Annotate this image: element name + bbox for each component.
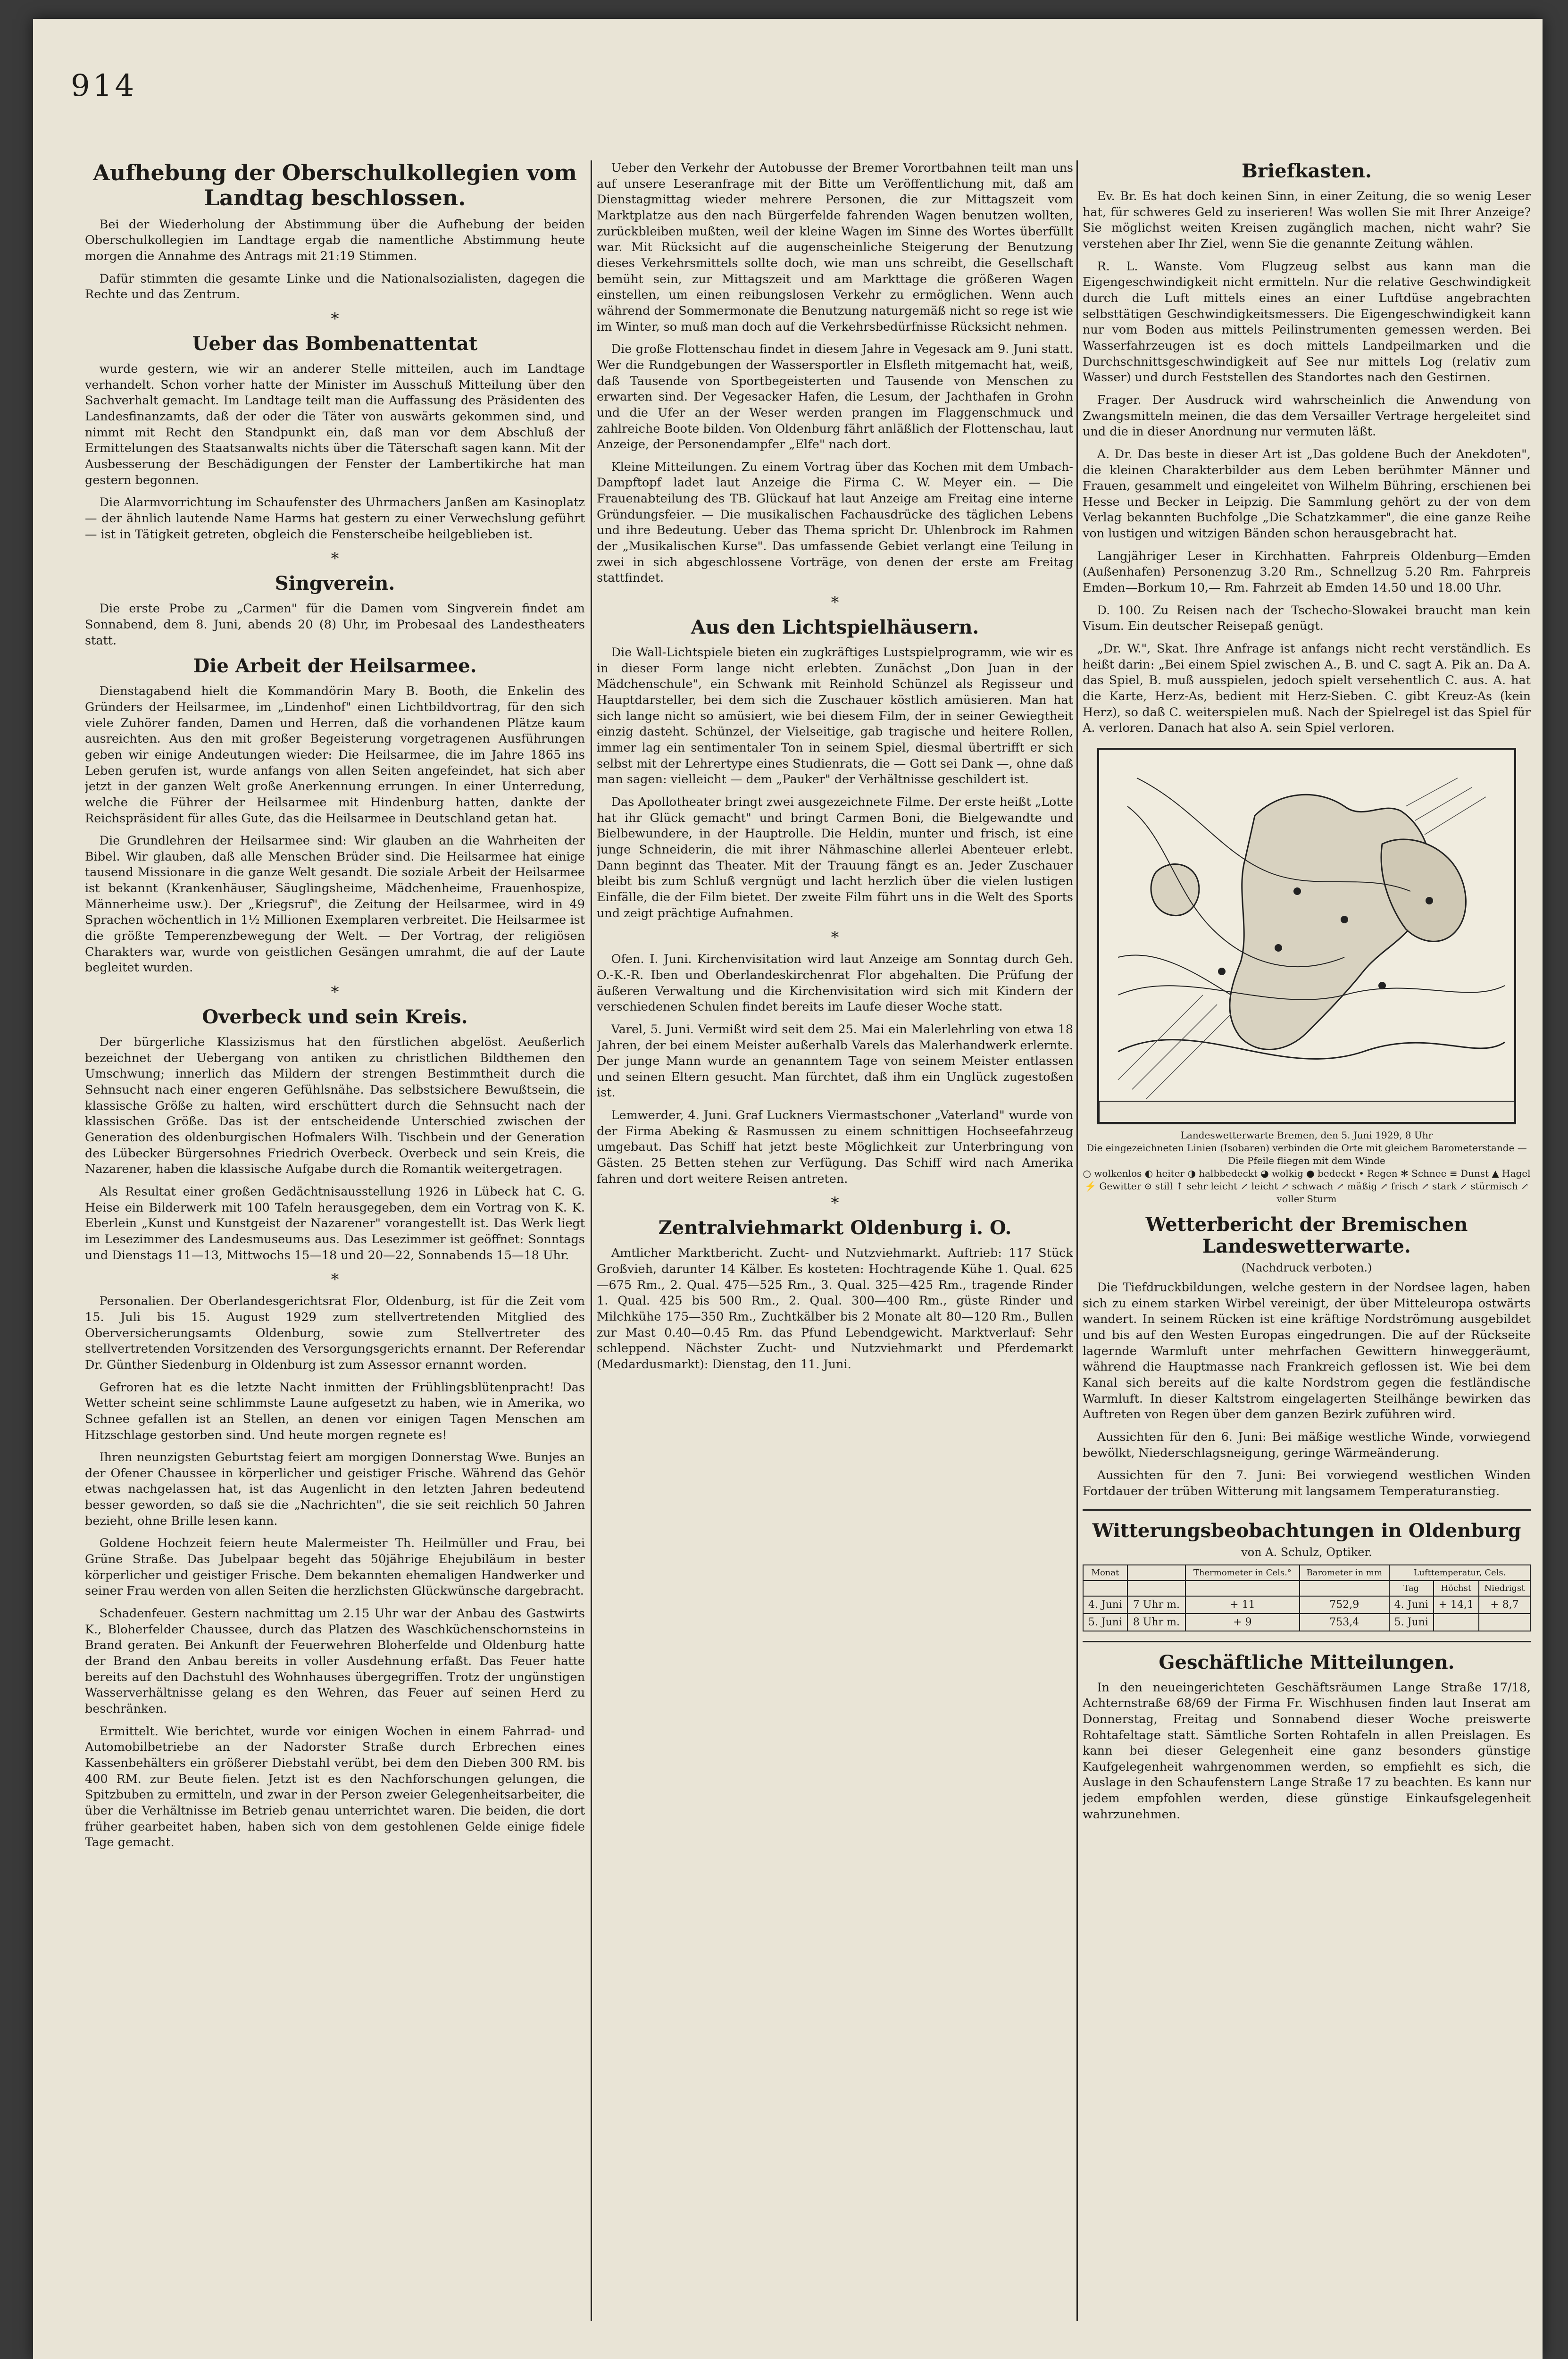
headline-witterungsbeobachtungen: Witterungsbeobachtungen in Oldenburg — [1092, 1519, 1521, 1542]
news-item: Lemwerder, 4. Juni. Graf Luckners Viermastschoner „Vaterland" wurde von der Firma Abeking & Rasmussen zu einem schnittigen Hochseefahrzeug umgebaut. Das Schiff hat jetzt beste Möglichkeit zur Unterbringung von Gästen. 25 Betten stehen zur Verfügung. Das Schiff wird nach Amerika fahren und dort weitere Reisen antreten. — [597, 1108, 1073, 1186]
news-item: Ueber den Verkehr der Autobusse der Bremer Vorortbahnen teilt man uns auf unsere Leseranfrage mit der Bitte um Veröffentlichung mit, daß am Dienstagmittag wieder mehrere Personen, die zur Mittagszeit vom Marktplatze aus den nach Bürgerfelde fahrenden Wagen benutzen wollten, zurückbleiben mußten, weil der kleine Wagen im Sinne des Wortes überfüllt war. Mit Rücksicht auf die augenscheinliche Steigerung der Benutzung dieses Verkehrsmittels sollte doch, wie man uns schreibt, die Gesellschaft bemüht sein, zur Mittagszeit und am Markttage die größeren Wagen einstellen, um einen reibungslosen Verkehr zu ermöglichen. Wenn auch während der Sommermonate die Benutzung naturgemäß nicht so rege ist wie im Winter, so muß man doch auf die Verkehrsbedürfnisse Rücksicht nehmen. — [597, 161, 1073, 334]
article-paragraph: Die Alarmvorrichtung im Schaufenster des Uhrmachers Janßen am Kasinoplatz — der ähnlich lautende Name Harms hat gestern zu einer Verwechslung geführt — ist in Tätigkeit getreten, obgleich die Fensterscheibe heilgeblieben ist. — [85, 495, 585, 542]
map-legend-line: Die eingezeichneten Linien (Isobaren) verbinden die Orte mit gleichem Barometerstande — Die Pfeile fliegen mit dem Winde — [1086, 1142, 1527, 1166]
map-caption: Landeswetterwarte Bremen, den 5. Juni 1929, 8 Uhr — [1180, 1129, 1433, 1141]
article-paragraph: Die Tiefdruckbildungen, welche gestern in der Nordsee lagen, haben sich zu einem starken Wirbel vereinigt, der über Mitteleuropa ostwärts wandert. In seinem Rücken ist eine kräftige Nordströmung ausgebildet und bis auf den Westen Europas eingedrungen. Die auf der Rückseite lagernde Warmluft unter mehrfachen Gewittern hinweggeräumt, während die Hauptmasse nach Frankreich geflossen ist. Wie bei dem Kanal sich bereits auf die kalte Nordstrom gegen die festländische Warmluft. In dieser Kaltstrom eingelagerten Steilhänge bewirken das Auftreten von Regen über dem ganzen Bezirk zuführen wird. — [1083, 1280, 1531, 1422]
subheadline: (Nachdruck verboten.) — [1241, 1261, 1372, 1274]
column-right — [1083, 160, 1531, 2331]
headline-briefkasten: Briefkasten. — [1242, 160, 1372, 182]
separator-star: * — [331, 310, 339, 329]
column-rule — [1076, 160, 1078, 2321]
letter-answer: Ev. Br. Es hat doch keinen Sinn, in einer Zeitung, die so wenig Leser hat, für schweres Geld zu inserieren! Was wollen Sie mit Ihrer Anzeige? Sie möglichst weiten Kreisen zugänglich machen, nicht wahr? Sie verstehen aber Ihr Ziel, wenn Sie die genannte Zeitung wählen. — [1083, 189, 1531, 251]
table-row: 4. Juni 7 Uhr m. + 11 752,9 4. Juni + 14,1 + 8,7 — [1083, 1596, 1530, 1614]
column-middle — [597, 160, 1073, 2331]
table-row: 5. Juni 8 Uhr m. + 9 753,4 5. Juni — [1083, 1614, 1530, 1631]
table-header: Monat — [1083, 1565, 1127, 1581]
horizontal-rule — [1083, 1641, 1531, 1642]
observations-table — [1083, 1564, 1531, 1631]
letter-answer: R. L. Wanste. Vom Flugzeug selbst aus kann man die Eigengeschwindigkeit nicht ermitteln. Nur die relative Geschwindigkeit durch die Luft mittels eines an einer Luftdüse angebrachten selbsttätigen Geschwindigkeitsmessers. Die Eigengeschwindigkeit kann nur vom Boden aus mittels Peilinstrumenten gemessen werden. Bei Wasserfahrzeugen ist es doch mittels Landpeilmarken und die Durchschnittsgeschwindigkeit auf See nur mittels Log (relativ zum Wasser) und durch Feststellen des Standortes nach den Gestirnen. — [1083, 259, 1531, 385]
table-header — [1083, 1581, 1127, 1596]
table-header — [1127, 1581, 1185, 1596]
weather-map-drawing — [1099, 750, 1514, 1122]
headline-singverein: Singverein. — [275, 572, 395, 595]
table-header: Thermometer in Cels.° — [1185, 1565, 1300, 1581]
news-item: Schadenfeuer. Gestern nachmittag um 2.15 Uhr war der Anbau des Gastwirts K., Bloherfelder Chaussee, durch das Platzen des Waschküchenschornsteins in Brand geraten. Bei Ankunft der Feuerwehren Bloherfelde und Oldenburg hatte der Brand den Anbau bereits in voller Ausdehnung erfaßt. Das Feuer hatte bereits auf den Dachstuhl des Wohnhauses übergegriffen. Trotz der ungünstigen Wasserverhältnisse gelang es den Wehren, das Feuer auf seinen Herd zu beschränken. — [85, 1606, 585, 1716]
news-item: Gefroren hat es die letzte Nacht inmitten der Frühlingsblütenpracht! Das Wetter scheint seine schlimmste Laune aufgesetzt zu haben, wie in Amerika, wo Schnee gefallen ist an Stellen, an denen vor einigen Tagen Menschen am Hitzschlage gestorben sind. Und heute morgen regnete es! — [85, 1380, 585, 1442]
table-header: Lufttemperatur, Cels. — [1389, 1565, 1530, 1581]
letter-answer: Langjähriger Leser in Kirchhatten. Fahrpreis Oldenburg—Emden (Außenhafen) Personenzug 3.20 Rm., Schnellzug 5.20 Rm. Fahrpreis Emden—Borkum 10,— Rm. Fahrzeit ab Emden 14.50 und 18.00 Uhr. — [1083, 549, 1531, 595]
article-paragraph: Aussichten für den 7. Juni: Bei vorwiegend westlichen Winden Fortdauer der trüben Witterung mit langsamem Temperaturanstieg. — [1083, 1468, 1531, 1498]
headline-bombenattentat: Ueber das Bombenattentat — [192, 333, 478, 355]
news-item: Goldene Hochzeit feiern heute Malermeister Th. Heilmüller und Frau, bei Grüne Straße. Das Jubelpaar begeht das 50jährige Ehejubiläum in bester körperlicher und geistiger Frische. Dem bekannten ehemaligen Handwerker und seiner Frau werden von allen Seiten die herzlichsten Glückwünsche dargebracht. — [85, 1536, 585, 1598]
weather-map-legend — [1083, 1129, 1531, 1205]
letter-answer: A. Dr. Das beste in dieser Art ist „Das goldene Buch der Anekdoten", die kleinen Charakterbilder aus dem Leben berühmter Männer und Frauen, gesammelt und eingeleitet von Wilhelm Bühring, erschienen bei Hesse und Becker in Leipzig. Die Sammlung gehört zu der von dem Verlag bekannten Buchfolge „Die Schatzkammer", die eine ganze Reihe von lustigen und witzigen Bänden schon herausgebracht hat. — [1083, 447, 1531, 541]
article-paragraph: wurde gestern, wie wir an anderer Stelle mitteilen, auch im Landtage verhandelt. Schon vorher hatte der Minister im Ausschuß Mitteilung über den Sachverhalt gemacht. Im Landtage teilt man die Auffassung des Präsidenten des Landesfinanzamts, daß der oder die Täter von auswärts gekommen sind, und nimmt mit Recht den Standpunkt ein, daß man vor dem Abschluß der Ermittelungen des Staatsanwalts nichts über die Täterschaft sagen kann. Mit der Ausbesserung der Beschädigungen der Fenster der Lambertikirche hat man gestern begonnen. — [85, 362, 585, 487]
separator-star: * — [331, 983, 339, 1002]
separator-star: * — [831, 1194, 839, 1213]
separator-star: * — [831, 928, 839, 947]
article-paragraph: In den neueingerichteten Geschäftsräumen Lange Straße 17/18, Achternstraße 68/69 der Firma Fr. Wischhusen finden laut Inserat am Donnerstag, Freitag und Sonnabend dieser Woche preiswerte Rohtafeltage statt. Sämtliche Sorten Rohtafeln in allen Preislagen. Es kann bei dieser Gelegenheit eine ganz besonders günstige Kaufgelegenheit wahrgenommen werden, so empfiehlt es sich, die Auslage in den Schaufenstern Lange Straße 17 zu beachten. Es kann nur jedem empfohlen werden, diese günstige Einkaufsgelegenheit wahrzunehmen. — [1083, 1680, 1531, 1822]
page-number: 914 — [71, 68, 137, 103]
letter-answer: D. 100. Zu Reisen nach der Tschecho-Slowakei braucht man kein Visum. Ein deutscher Reisepaß genügt. — [1083, 603, 1531, 634]
table-header: Höchst — [1434, 1581, 1479, 1596]
news-item: Ofen. I. Juni. Kirchenvisitation wird laut Anzeige am Sonntag durch Geh. O.-K.-R. Iben und Oberlandeskirchenrat Flor abgehalten. Die Prüfung der äußeren Verwaltung und die Kirchenvisitation wird sich mit Kindern der verschiedenen Schulen findet bereits im Laufe dieser Woche statt. — [597, 952, 1073, 1014]
subheadline: von A. Schulz, Optiker. — [1241, 1545, 1372, 1559]
table-header — [1300, 1581, 1389, 1596]
column-rule — [591, 160, 592, 2321]
headline-overbeck: Overbeck und sein Kreis. — [202, 1006, 468, 1029]
headline-wetterbericht: Wetterbericht der Bremischen Landeswetterwarte. — [1145, 1213, 1468, 1257]
table-header — [1185, 1581, 1300, 1596]
letter-answer: Frager. Der Ausdruck wird wahrscheinlich die Anwendung von Zwangsmitteln meinen, die das dem Versailler Vertrage hergeleitet sind und die in dieser Anordnung nur vermuten läßt. — [1083, 393, 1531, 439]
article-paragraph: Als Resultat einer großen Gedächtnisausstellung 1926 in Lübeck hat C. G. Heise ein Bilderwerk mit 100 Tafeln herausgegeben, dem ein Vortrag von K. K. Eberlein „Kunst und Kunstgeist der Nazarener" vorangestellt ist. Das Werk liegt im Lesezimmer des Landesmuseums aus. Das Lesezimmer ist geöffnet: Sonntags und Dienstags 11—13, Mittwochs 15—18 und 20—22, Sonnabends 15—18 Uhr. — [85, 1184, 585, 1263]
headline-oberschulkollegien: Aufhebung der Oberschulkollegien vom Landtag beschlossen. — [93, 160, 577, 210]
table-header — [1127, 1565, 1185, 1581]
article-paragraph: Aussichten für den 6. Juni: Bei mäßige westliche Winde, vorwiegend bewölkt, Niederschlagsneigung, geringe Wärmeänderung. — [1083, 1430, 1531, 1460]
newspaper-page — [33, 19, 1543, 2359]
separator-star: * — [831, 593, 839, 612]
map-legend-symbols: ○ wolkenlos ◐ heiter ◑ halbbedeckt ◕ wolkig ● bedeckt • Regen ✻ Schnee ≡ Dunst ▲ Hagel ⚡ Gewitter ⊙ still ↑ sehr leicht ↗ leicht ↗ schwach ↗ mäßig ↗ frisch ↗ stark ↗ stürmisch ↗ voller Sturm — [1083, 1168, 1531, 1205]
article-paragraph: Dienstagabend hielt die Kommandörin Mary B. Booth, die Enkelin des Gründers der Heilsarmee, im „Lindenhof" einen Lichtbildvortrag, für den sich viele Zuhörer fanden, Damen und Herren, daß die vorhandenen Plätze kaum ausreichten. Aus den mit großer Begeisterung vorgetragenen Ausführungen geben wir einige Andeutungen wieder: Die Heilsarmee, die im Jahre 1865 ins Leben gerufen ist, wurde anfangs von allen Seiten angefeindet, hat sich aber jetzt in der ganzen Welt große Anerkennung errungen. In einer Unterredung, welche die Führer der Heilsarmee mit Hindenburg hatten, dankte der Reichspräsident für alles Gute, das die Heilsarmee in Deutschland getan hat. — [85, 684, 585, 826]
horizontal-rule — [1083, 1509, 1531, 1511]
article-paragraph: Dafür stimmten die gesamte Linke und die Nationalsozialisten, dagegen die Rechte und das Zentrum. — [85, 271, 585, 302]
headline-heilsarmee: Die Arbeit der Heilsarmee. — [193, 655, 477, 678]
headline-zentralviehmarkt: Zentralviehmarkt Oldenburg i. O. — [658, 1217, 1012, 1239]
article-paragraph: Der bürgerliche Klassizismus hat den fürstlichen abgelöst. Aeußerlich bezeichnet der Uebergang von antiken zu christlichen Bildthemen den Umschwung; innerlich das Mildern der strengen Bestimmtheit durch die Sehnsucht nach einer engeren Gefühlsnähe. Das selbstsichere Bewußtsein, die klassische Größe zu halten, wird erschüttert durch die Sehnsucht nach der klassischen Größe. Das ist der entscheidende Unterschied zwischen der Generation des oldenburgischen Hofmalers Wilh. Tischbein und der Generation des Lübecker Bürgersohnes Friedrich Overbeck. Overbeck und sein Kreis, die Nazarener, haben die klassische Aufgabe durch die Romantik weitergetragen. — [85, 1035, 585, 1177]
table-header: Tag — [1389, 1581, 1434, 1596]
table-header: Niedrigst — [1479, 1581, 1530, 1596]
news-item: Personalien. Der Oberlandesgerichtsrat Flor, Oldenburg, ist für die Zeit vom 15. Juli bis 15. August 1929 zum stellvertretenden Mitglied des Oberversicherungsamts Oldenburg, sowie zum Stellvertreter des stellvertretenden Vorsitzenden des Versorgungsgerichts ernannt. Der Referendar Dr. Günther Siedenburg in Oldenburg ist zum Assessor ernannt worden. — [85, 1294, 585, 1372]
headline-lichtspielhaeuser: Aus den Lichtspielhäusern. — [691, 616, 979, 639]
news-item: Ermittelt. Wie berichtet, wurde vor einigen Wochen in einem Fahrrad- und Automobilbetriebe an der Nadorster Straße durch Erbrechen eines Kassenbehälters ein größerer Diebstahl verübt, bei dem den Dieben 300 RM. bis 400 RM. zur Beute fielen. Jetzt ist es den Nachforschungen gelungen, die Spitzbuben zu ermitteln, und zwar in der Person zweier Gelegenheitsarbeiter, die über die Verhältnisse im Betrieb genau unterrichtet waren. Die beiden, die dort früher gearbeitet haben, haben sich von dem gestohlenen Gelde einige fidele Tage gemacht. — [85, 1724, 585, 1850]
news-item: Die große Flottenschau findet in diesem Jahre in Vegesack am 9. Juni statt. Wer die Rundgebungen der Wassersportler in Elsfleth mitgemacht hat, weiß, daß Tausende von Sportbegeisterten und Tausende von Menschen zu erwarten sind. Der Vegesacker Hafen, die Lesum, der Jachthafen in Grohn und die Ufer an der Weser werden prangen im Flaggenschmuck und zahlreiche Boote bilden. Von Oldenburg fährt anläßlich der Flottenschau, laut Anzeige, der Personendampfer „Elfe" nach dort. — [597, 342, 1073, 452]
headline-geschaeftliche-mitteilungen: Geschäftliche Mitteilungen. — [1159, 1651, 1455, 1673]
article-paragraph: Die Grundlehren der Heilsarmee sind: Wir glauben an die Wahrheiten der Bibel. Wir glauben, daß alle Menschen Brüder sind. Die Heilsarmee hat einige tausend Missionare in die ganze Welt gesandt. Die soziale Arbeit der Heilsarmee ist bekannt (Krankenhäuser, Säuglingsheime, Mädchenheime, Frauenhospize, Männerheime usw.). Der „Kriegsruf", die Zeitung der Heilsarmee, wird in 49 Sprachen wöchentlich in 1½ Millionen Exemplaren verbreitet. Die Heilsarmee ist die größte Temperenzbewegung der Welt. — Der Vortrag, der religiösen Charakters war, wurde von geistlichen Gesängen umrahmt, die auf der Laute begleitet wurden. — [85, 834, 585, 975]
separator-star: * — [331, 549, 339, 569]
separator-star: * — [331, 1270, 339, 1289]
news-item: Kleine Mitteilungen. Zu einem Vortrag über das Kochen mit dem Umbach-Dampftopf ladet laut Anzeige die Firma C. W. Meyer ein. — Die Frauenabteilung des TB. Glückauf hat laut Anzeige am Freitag eine interne Gründungsfeier. — Die musikalischen Fachausdrücke des täglichen Lebens und ihre Bedeutung. Ueber das Thema spricht Dr. Uhlenbrock im Rahmen der „Musikalischen Kurse". Das umfassende Gebiet verlangt eine Teilung in zwei in sich abgeschlossene Vorträge, von denen der erste am Freitag stattfindet. — [597, 460, 1073, 586]
article-paragraph: Amtlicher Marktbericht. Zucht- und Nutzviehmarkt. Auftrieb: 117 Stück Großvieh, darunter 14 Kälber. Es kosteten: Hochtragende Kühe 1. Qual. 625—675 Rm., 2. Qual. 475—525 Rm., 3. Qual. 325—425 Rm., tragende Rinder 1. Qual. 425 bis 500 Rm., 2. Qual. 300—400 Rm., güste Rinder und Milchkühe 175—350 Rm., Zuchtkälber bis 2 Monate alt 80—120 Rm., Bullen zur Mast 0.40—0.45 Rm. das Pfund Lebendgewicht. Marktverlauf: Sehr schleppend. Nächster Zucht- und Nutzviehmarkt und Pferdemarkt (Medardusmarkt): Dienstag, den 11. Juni. — [597, 1246, 1073, 1372]
column-left — [85, 160, 585, 2331]
news-item: Varel, 5. Juni. Vermißt wird seit dem 25. Mai ein Malerlehrling von etwa 18 Jahren, der bei einem Meister außerhalb Varels das Malerhandwerk erlernte. Der junge Mann wurde an genanntem Tage von seinem Meister entlassen und seinen Eltern gesucht. Man fürchtet, daß ihm ein Unglück zugestoßen ist. — [597, 1022, 1073, 1100]
article-paragraph: Die Wall-Lichtspiele bieten ein zugkräftiges Lustspielprogramm, wie wir es in dieser Form lange nicht erlebten. Zunächst „Don Juan in der Mädchenschule", ein Schwank mit Reinhold Schünzel als Regisseur und Hauptdarsteller, bei dem sich die Zuschauer köstlich amüsieren. Man hat sich lange nicht so amüsiert, wie bei diesem Film, der in seiner Gewiegtheit einzig dasteht. Schünzel, der Vielseitige, gab tragische und heitere Rollen, immer lag ein sentimentaler Ton in seinem Spiel, diesmal übertrifft er sich selbst mit der Lehrertype eines Studienrats, die — Gott sei Dank —, ohne daß man sagen: vielleicht — dem „Pauker" der Verhältnisse geschildert ist. — [597, 645, 1073, 787]
table-header: Barometer in mm — [1300, 1565, 1389, 1581]
article-paragraph: Das Apollotheater bringt zwei ausgezeichnete Filme. Der erste heißt „Lotte hat ihr Glück gemacht" und bringt Carmen Boni, die Bielgewandte und Bielbewundere, in der Hauptrolle. Die Heldin, munter und frisch, ist eine junge Schneiderin, die mit ihrer Nähmaschine allerlei Abenteuer erlebt. Dann beginnt das Theater. Mit der Trauung fängt es an. Jeder Zuschauer bleibt bis zum Schluß vergnügt und lacht herzlich über die vielen lustigen Einfälle, die der Film bietet. Der zweite Film führt uns in die Welt des Sports und zeigt prächtige Aufnahmen. — [597, 795, 1073, 920]
weather-map — [1097, 748, 1516, 1124]
letter-answer: „Dr. W.", Skat. Ihre Anfrage ist anfangs nicht recht verständlich. Es heißt darin: „Bei einem Spiel zwischen A., B. und C. sagt A. Pik an. Da A. das Spiel, B. muß ausspielen, jedoch spielt versehentlich C. aus. A. hat die Karte, Herz-As, bedient mit Herz-Sieben. C. gibt Kreuz-As (kein Herz), so daß C. weiterspielen muß. Nach der Spielregel ist das Spiel für A. verloren. Danach hat also A. sein Spiel verloren. — [1083, 642, 1531, 736]
article-paragraph: Bei der Wiederholung der Abstimmung über die Aufhebung der beiden Oberschulkollegien im Landtage ergab die namentliche Abstimmung heute morgen die Annahme des Antrags mit 21:19 Stimmen. — [85, 217, 585, 264]
article-paragraph: Die erste Probe zu „Carmen" für die Damen vom Singverein findet am Sonnabend, dem 8. Juni, abends 20 (8) Uhr, im Probesaal des Landestheaters statt. — [85, 602, 585, 648]
news-item: Ihren neunzigsten Geburtstag feiert am morgigen Donnerstag Wwe. Bunjes an der Ofener Chaussee in körperlicher und geistiger Frische. Während das Gehör etwas nachgelassen hat, ist das Augenlicht in den letzten Jahren bedeutend besser geworden, so daß sie die „Nachrichten", die sie seit reichlich 50 Jahren bezieht, ohne Brille lesen kann. — [85, 1450, 585, 1528]
